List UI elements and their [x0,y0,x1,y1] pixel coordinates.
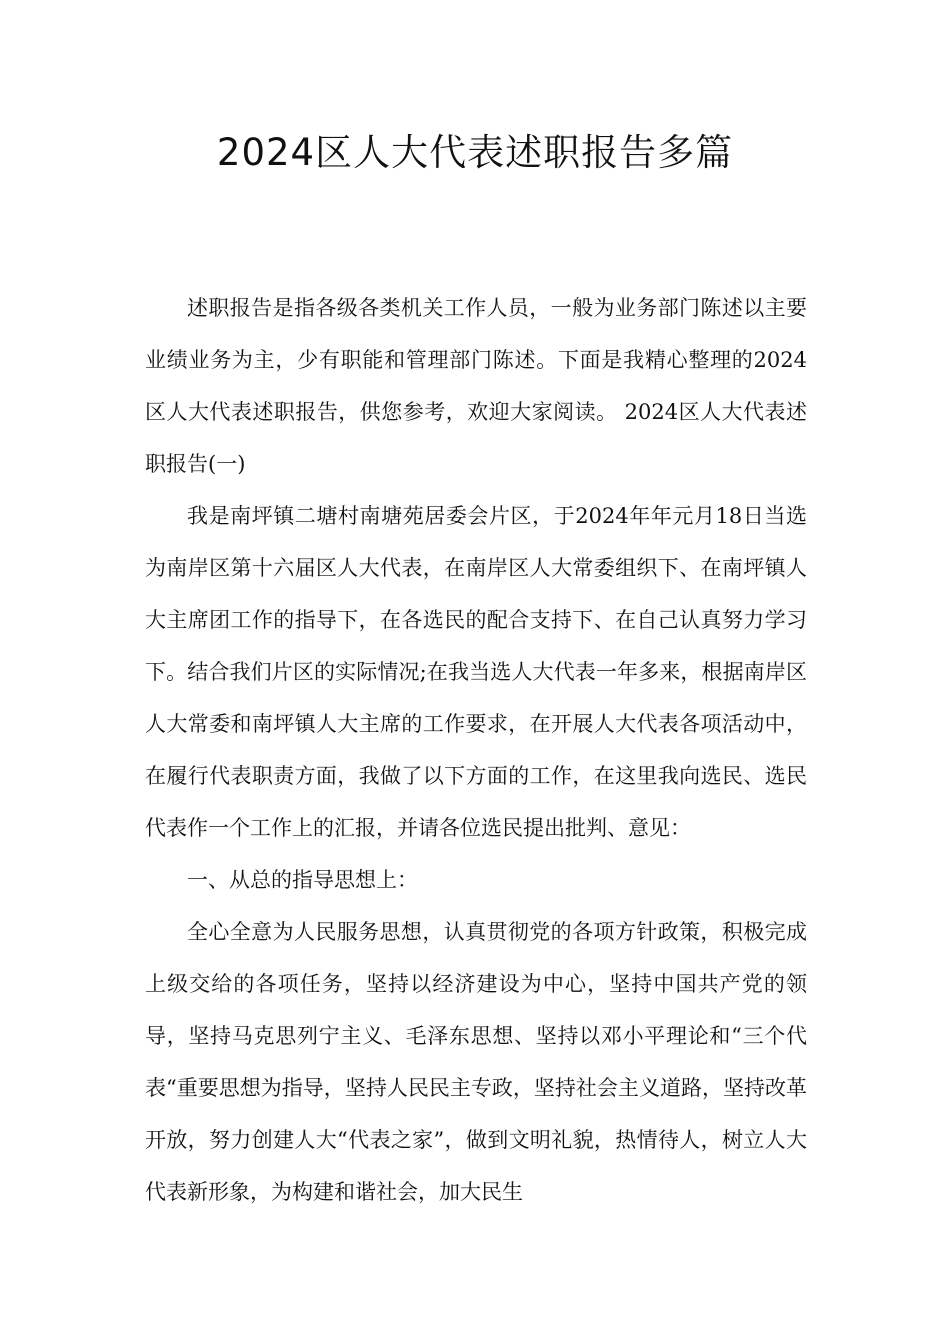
document-body [145,282,807,1218]
paragraph-self-introduction: 我是南坪镇二塘村南塘苑居委会片区，于2024年年元月18日当选为南岸区第十六届区人大代表，在南岸区人大常委组织下、在南坪镇人大主席团工作的指导下，在各选民的配合支持下、在自己认真努力学习下。结合我们片区的实际情况;在我当选人大代表一年多来，根据南岸区人大常委和南坪镇人大主席的工作要求，在开展人大代表各项活动中，在履行代表职责方面，我做了以下方面的工作，在这里我向选民、选民代表作一个工作上的汇报，并请各位选民提出批判、意见： [145,504,807,840]
paragraph-intro: 述职报告是指各级各类机关工作人员，一般为业务部门陈述以主要业绩业务为主，少有职能和管理部门陈述。下面是我精心整理的2024区人大代表述职报告，供您参考，欢迎大家阅读。 2024区人大代表述职报告(一) [145,296,807,476]
paragraph-guiding-thought: 全心全意为人民服务思想，认真贯彻党的各项方针政策，积极完成上级交给的各项任务，坚持以经济建设为中心，坚持中国共产党的领导，坚持马克思列宁主义、毛泽东思想、坚持以邓小平理论和“三个代表“重要思想为指导，坚持人民民主专政，坚持社会主义道路，坚持改革开放，努力创建人大“代表之家”，做到文明礼貌，热情待人，树立人大代表新形象，为构建和谐社会，加大民生 [145,920,807,1204]
document-title: 2024区人大代表述职报告多篇 [216,131,734,174]
section-heading-guiding-thought: 一、从总的指导思想上： [187,868,418,892]
